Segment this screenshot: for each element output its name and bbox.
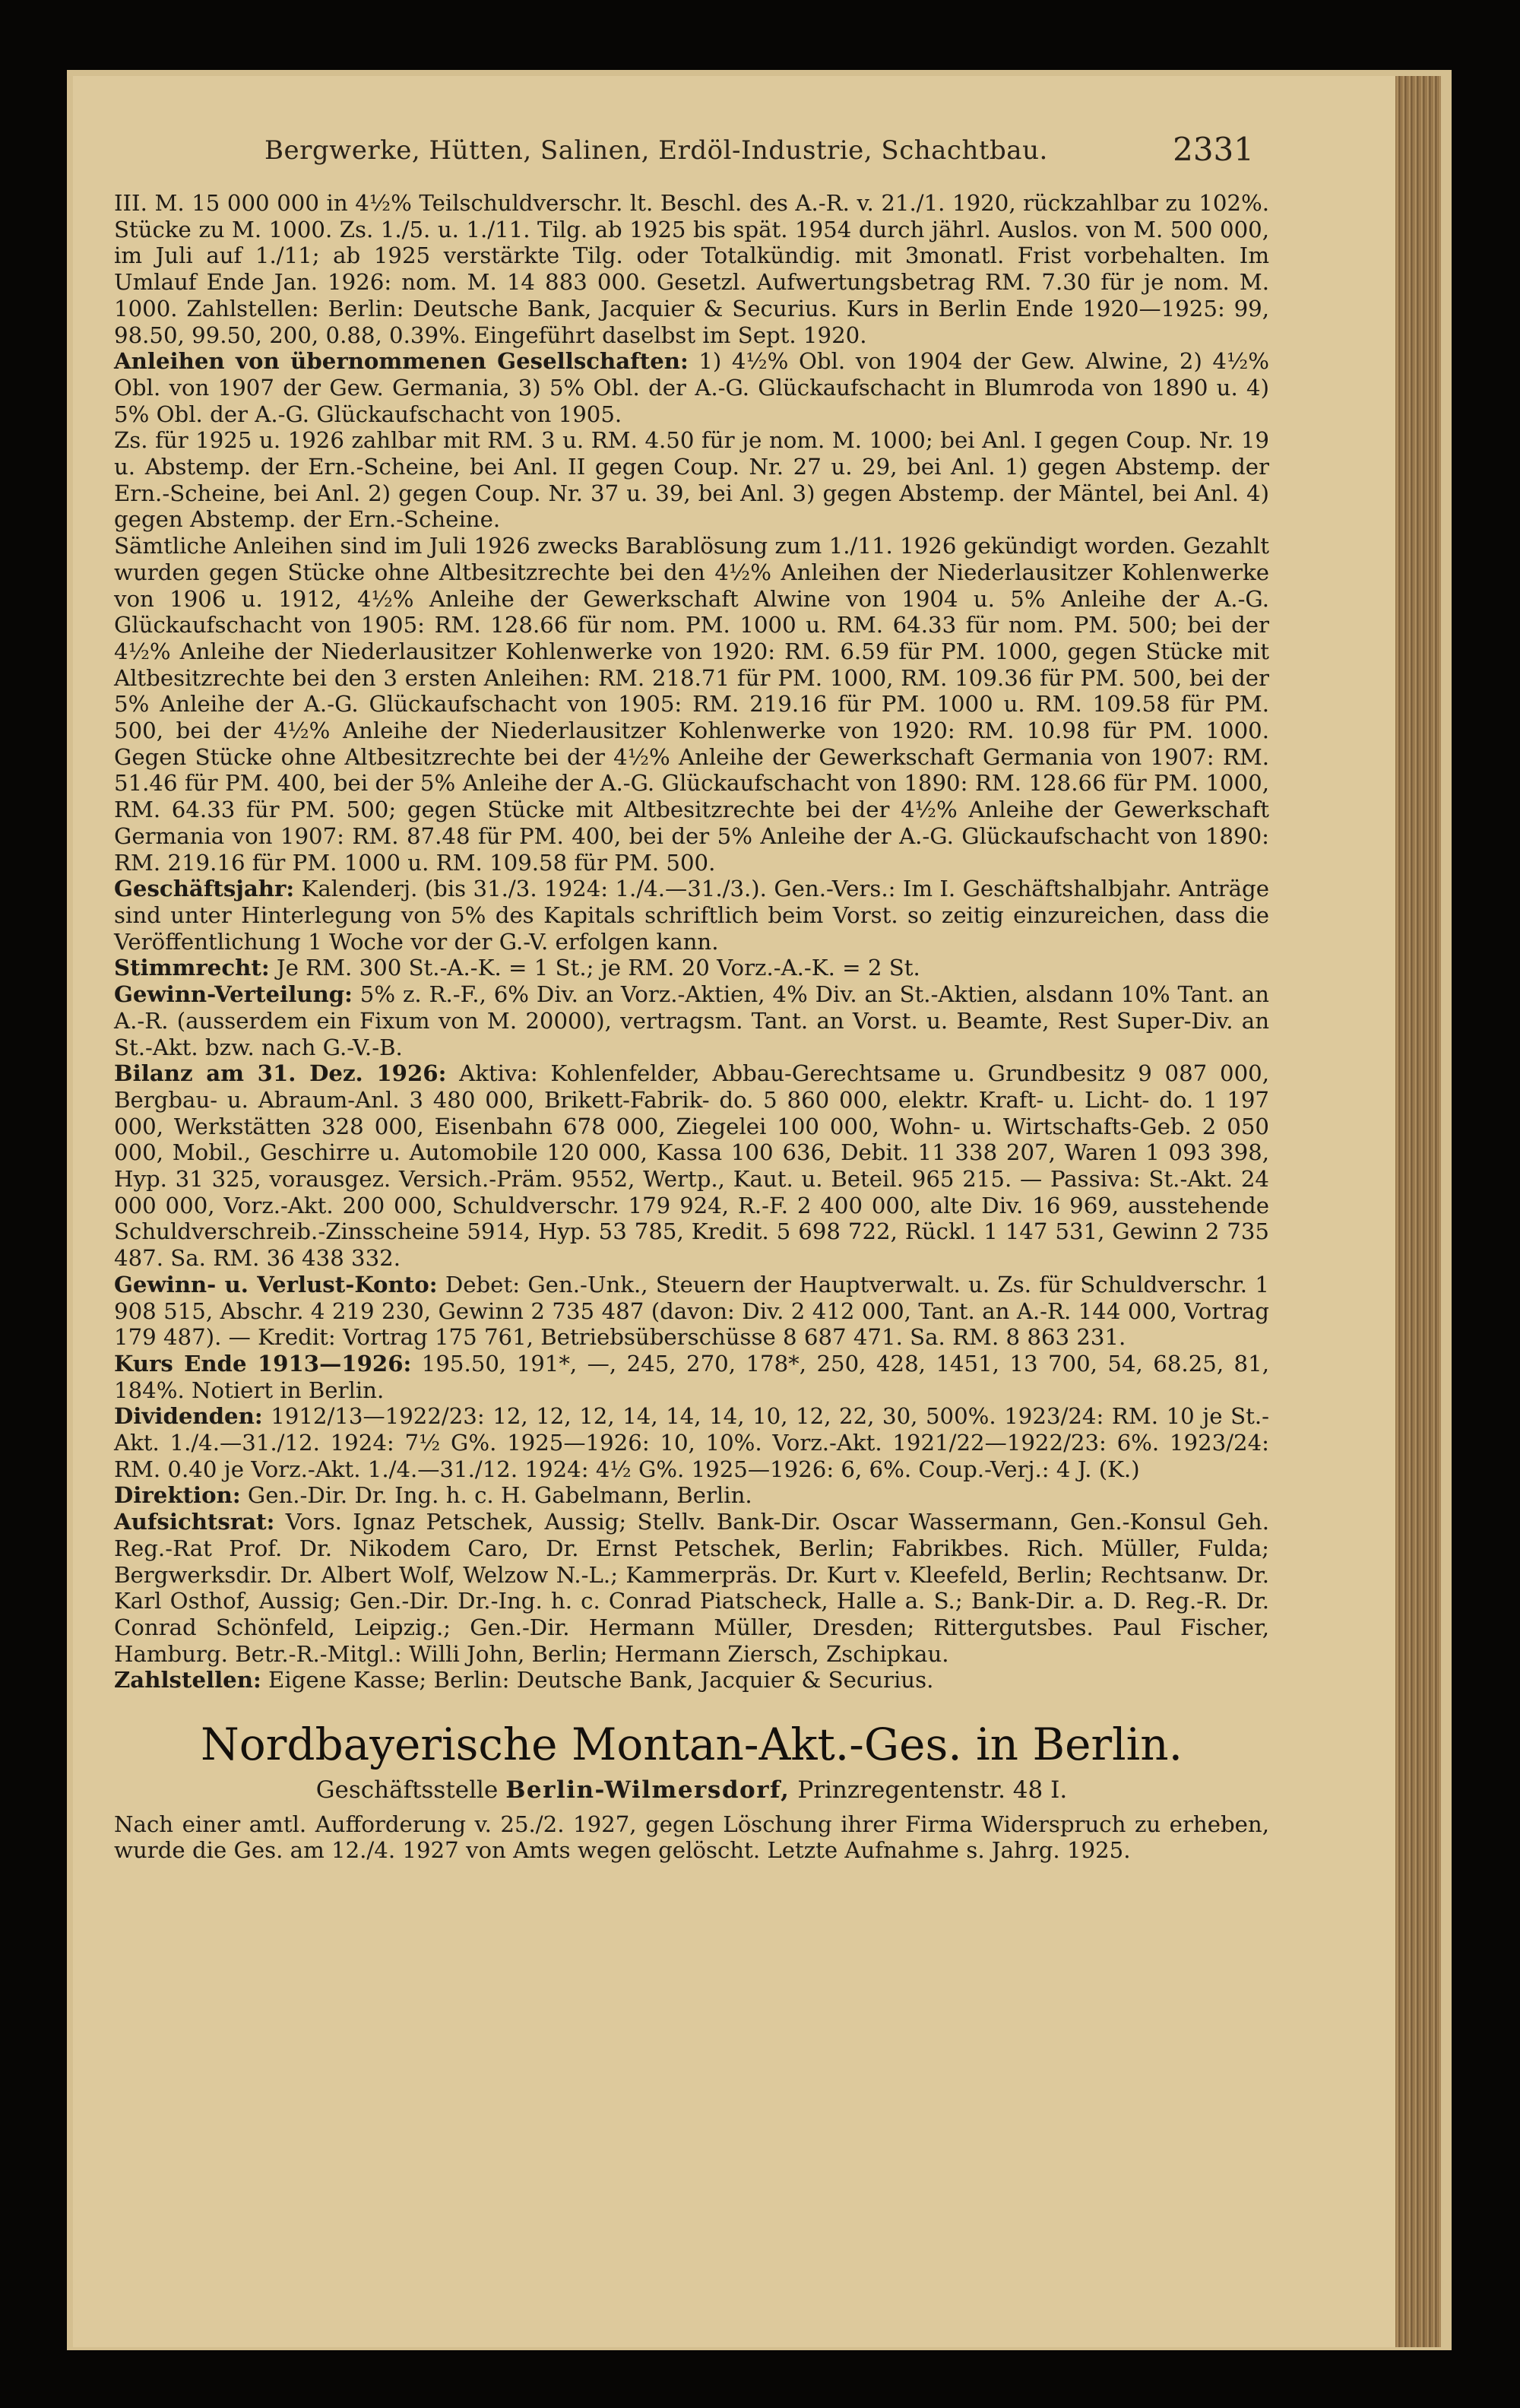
- paragraph-text: 195.50, 191*, —, 245, 270, 178*, 250, 428, 1451, 13 700, 54, 68.25, 81, 184%. Notiert in Berlin.: [114, 1350, 1269, 1403]
- page-number: 2331: [1173, 131, 1254, 168]
- section-label: Bilanz am 31. Dez. 1926:: [114, 1060, 447, 1087]
- paragraph-share-price: [114, 1351, 1269, 1403]
- paragraph-text: Vors. Ignaz Petschek, Aussig; Stellv. Bank-Dir. Oscar Wassermann, Gen.-Konsul Geh. Reg.-Rat Prof. Dr. Nikodem Caro, Dr. Ernst Petschek, Berlin; Fabrikbes. Rich. Müller, Fulda; Bergwerksdir. Dr. Albert Wolf, Welzow N.-L.; Kammerpräs. Dr. Kurt v. Kleefeld, Berlin; Rechtsanw. Dr. Karl Osthof, Aussig; Gen.-Dir. Dr.-Ing. h. c. Conrad Piatscheck, Halle a. S.; Bank-Dir. a. D. Reg.-R. Dr. Conrad Schönfeld, Leipzig.; Gen.-Dir. Hermann Müller, Dresden; Rittergutsbes. Paul Fischer, Hamburg. Betr.-R.-Mitgl.: Willi John, Berlin; Hermann Ziersch, Zschipkau.: [114, 1509, 1269, 1667]
- paragraph-redemption: [114, 533, 1269, 876]
- section-label: Zahlstellen:: [114, 1667, 261, 1694]
- paragraph-text: Sämtliche Anleihen sind im Juli 1926 zwecks Barablösung zum 1./11. 1926 gekündigt worden. Gezahlt wurden gegen Stücke ohne Altbesitzrechte bei den 4½% Anleihen der Niederlausitzer Kohlenwerke von 1906 u. 1912, 4½% Anleihe der Gewerkschaft Alwine von 1904 u. 5% Anleihe der A.-G. Glückaufschacht von 1905: RM. 128.66 für nom. PM. 1000 u. RM. 64.33 für nom. PM. 500; bei der 4½% Anleihe der Niederlausitzer Kohlenwerke von 1920: RM. 6.59 für PM. 1000, gegen Stücke mit Altbesitzrechte bei den 3 ersten Anleihen: RM. 218.71 für PM. 1000, RM. 109.36 für PM. 500, bei der 5% Anleihe der A.-G. Glückaufschacht von 1905: RM. 219.16 für PM. 1000 u. RM. 109.58 für PM. 500, bei der 4½% Anleihe der Niederlausitzer Kohlenwerke von 1920: RM. 10.98 für PM. 1000. Gegen Stücke ohne Altbesitzrechte bei der 4½% Anleihe der Gewerkschaft Germania von 1907: RM. 51.46 für PM. 400, bei der 5% Anleihe der A.-G. Glückaufschacht von 1890: RM. 128.66 für PM. 1000, RM. 64.33 für PM. 500; gegen Stücke mit Altbesitzrechte bei der 4½% Anleihe der Gewerkschaft Germania von 1907: RM. 87.48 für PM. 400, bei der 5% Anleihe der A.-G. Glückaufschacht von 1890: RM. 219.16 für PM. 1000 u. RM. 109.58 für PM. 500.: [114, 533, 1269, 876]
- paragraph-bond-iii: [114, 190, 1269, 348]
- section-label: Gewinn-Verteilung:: [114, 981, 353, 1008]
- paragraph-text: III. M. 15 000 000 in 4½% Teilschuldverschr. lt. Beschl. des A.-R. v. 21./1. 1920, rückzahlbar zu 102%. Stücke zu M. 1000. Zs. 1./5. u. 1./11. Tilg. ab 1925 bis spät. 1954 durch jährl. Auslos. von M. 500 000, im Juli auf 1./11; ab 1925 verstärkte Tilg. oder Totalkündig. mit 3monatl. Frist vorbehalten. Im Umlauf Ende Jan. 1926: nom. M. 14 883 000. Gesetzl. Aufwertungsbetrag RM. 7.30 für je nom. M. 1000. Zahlstellen: Berlin: Deutsche Bank, Jacquier & Securius. Kurs in Berlin Ende 1920—1925: 99, 98.50, 99.50, 200, 0.88, 0.39%. Eingeführt daselbst im Sept. 1920.: [114, 190, 1269, 348]
- office-prefix: Geschäftsstelle: [315, 1776, 499, 1804]
- paragraph-interest: [114, 427, 1269, 533]
- paragraph-text: 1912/13—1922/23: 12, 12, 12, 14, 14, 14, 10, 12, 22, 30, 500%. 1923/24: RM. 10 je St.-Akt. 1./4.—31./12. 1924: 7½ G%. 1925—1926: 10, 10%. Vorz.-Akt. 1921/22—1922/23: 6%. 1923/24: RM. 0.40 je Vorz.-Akt. 1./4.—31./12. 1924: 4½ G%. 1925—1926: 6, 6%. Coup.-Verj.: 4 J. (K.): [114, 1403, 1269, 1482]
- section-label: Direktion:: [114, 1482, 241, 1509]
- paragraph-paying-agents: [114, 1667, 1269, 1694]
- paragraph-management: [114, 1482, 1269, 1509]
- office-line: [114, 1777, 1269, 1804]
- company-title: Nordbayerische Montan-Akt.-Ges. in Berlin.: [200, 1719, 1183, 1771]
- paragraph-text: Zs. für 1925 u. 1926 zahlbar mit RM. 3 u. RM. 4.50 für je nom. M. 1000; bei Anl. I gegen Coup. Nr. 19 u. Abstemp. der Ern.-Scheine, bei Anl. II gegen Coup. Nr. 27 u. 29, bei Anl. 1) gegen Abstemp. der Ern.-Scheine, bei Anl. 2) gegen Coup. Nr. 37 u. 39, bei Anl. 3) gegen Abstemp. der Mäntel, bei Anl. 4) gegen Abstemp. der Ern.-Scheine.: [114, 427, 1269, 533]
- paragraph-fiscal-year: [114, 876, 1269, 955]
- paragraph-text: Debet: Gen.-Unk., Steuern der Hauptverwalt. u. Zs. für Schuldverschr. 1 908 515, Abschr. 4 219 230, Gewinn 2 735 487 (davon: Div. 2 412 000, Tant. an A.-R. 144 000, Vortrag 179 487). — Kredit: Vortrag 175 761, Betriebsüberschüsse 8 687 471. Sa. RM. 8 863 231.: [114, 1271, 1269, 1351]
- paragraph-text: Gen.-Dir. Dr. Ing. h. c. H. Gabelmann, Berlin.: [247, 1482, 752, 1509]
- page-edges: [1395, 76, 1441, 2347]
- section-label: Geschäftsjahr:: [114, 876, 295, 902]
- section-label: Dividenden:: [114, 1403, 263, 1430]
- paragraph-text: Kalenderj. (bis 31./3. 1924: 1./4.—31./3.). Gen.-Vers.: Im I. Geschäftshalbjahr. Anträge sind unter Hinterlegung von 5% des Kapitals schriftlich beim Vorst. so zeitig einzureichen, dass die Veröffentlichung 1 Woche vor der G.-V. erfolgen kann.: [114, 876, 1269, 955]
- paragraph-text: 1) 4½% Obl. von 1904 der Gew. Alwine, 2) 4½% Obl. von 1907 der Gew. Germania, 3) 5% Obl. der A.-G. Glückaufschacht in Blumroda von 1890 u. 4) 5% Obl. der A.-G. Glückaufschacht von 1905.: [114, 348, 1270, 427]
- paragraph-balance-sheet: [114, 1060, 1269, 1272]
- paragraph-dividends: [114, 1403, 1269, 1482]
- page-header: [190, 131, 1254, 178]
- paragraph-supervisory-board: [114, 1509, 1269, 1667]
- paragraph-profit-loss: [114, 1272, 1269, 1351]
- office-city: Berlin-Wilmersdorf,: [505, 1776, 790, 1804]
- running-head: Bergwerke, Hütten, Salinen, Erdöl-Industrie, Schachtbau.: [264, 135, 1048, 166]
- deletion-notice: Nach einer amtl. Aufforderung v. 25./2. 1927, gegen Löschung ihrer Firma Widerspruch zu erheben, wurde die Ges. am 12./4. 1927 von Amts wegen gelöscht. Letzte Aufnahme s. Jahrg. 1925.: [114, 1811, 1269, 1864]
- paragraph-acquired-bonds: [114, 348, 1269, 427]
- paragraph-text: Aktiva: Kohlenfelder, Abbau-Gerechtsame u. Grundbesitz 9 087 000, Bergbau- u. Abraum-Anl. 3 480 000, Brikett-Fabrik- do. 5 860 000, elektr. Kraft- u. Licht- do. 1 197 000, Werkstätten 328 000, Eisenbahn 678 000, Ziegelei 100 000, Wohn- u. Wirtschafts-Geb. 2 050 000, Mobil., Geschirre u. Automobile 120 000, Kassa 100 636, Debit. 11 338 207, Waren 1 093 398, Hyp. 31 325, vorausgez. Versich.-Präm. 9552, Wertp., Kaut. u. Beteil. 965 215. — Passiva: St.-Akt. 24 000 000, Vorz.-Akt. 200 000, Schuldverschr. 179 924, R.-F. 2 400 000, alte Div. 16 969, ausstehende Schuldverschreib.-Zinsscheine 5914, Hyp. 53 785, Kredit. 5 698 722, Rückl. 1 147 531, Gewinn 2 735 487. Sa. RM. 36 438 332.: [114, 1060, 1269, 1272]
- section-label: Stimmrecht:: [114, 955, 270, 981]
- paragraph-voting: [114, 955, 1269, 981]
- paragraph-text: Je RM. 300 St.-A.-K. = 1 St.; je RM. 20 Vorz.-A.-K. = 2 St.: [276, 955, 920, 981]
- section-label: Aufsichtsrat:: [114, 1509, 275, 1535]
- office-address: Prinzregentenstr. 48 I.: [797, 1776, 1068, 1804]
- section-label: Kurs Ende 1913—1926:: [114, 1350, 412, 1377]
- section-label: Anleihen von übernommenen Gesellschaften:: [114, 348, 689, 375]
- page-body: [114, 190, 1269, 1864]
- paragraph-profit-distribution: [114, 981, 1269, 1060]
- paragraph-text: Eigene Kasse; Berlin: Deutsche Bank, Jacquier & Securius.: [268, 1667, 934, 1694]
- paragraph-text: 5% z. R.-F., 6% Div. an Vorz.-Aktien, 4% Div. an St.-Aktien, alsdann 10% Tant. an A.-R. (ausserdem ein Fixum von M. 20000), vertragsm. Tant. an Vorst. u. Beamte, Rest Super-Div. an St.-Akt. bzw. nach G.-V.-B.: [114, 981, 1269, 1060]
- section-label: Gewinn- u. Verlust-Konto:: [114, 1271, 438, 1297]
